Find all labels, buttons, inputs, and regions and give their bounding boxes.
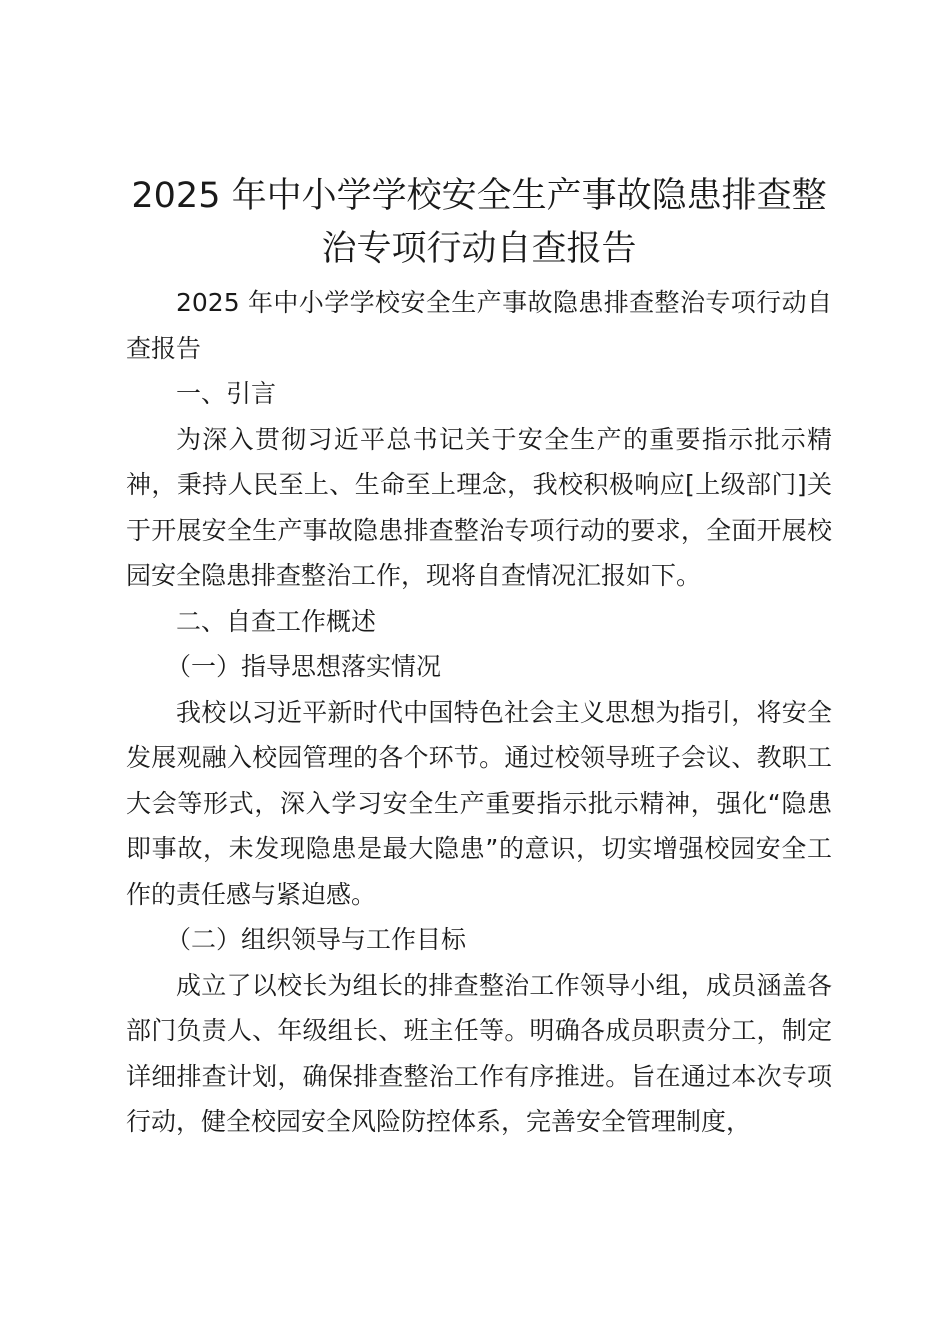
- section-heading-overview: 二、自查工作概述: [176, 606, 377, 636]
- paragraph-leadership: 成立了以校长为组长的排查整治工作领导小组，成员涵盖各部门负责人、年级组长、班主任等。明确各成员职责分工，制定详细排查计划，确保排查整治工作有序推进。旨在通过本次专项行动，健全校园安全风险防控体系，完善安全管理制度，: [126, 970, 832, 1136]
- paragraph-guiding-ideology: 我校以习近平新时代中国特色社会主义思想为指引，将安全发展观融入校园管理的各个环节。通过校领导班子会议、教职工大会等形式，深入学习安全生产重要指示批示精神，强化“隐患即事故，未发现隐患是最大隐患”的意识，切实增强校园安全工作的责任感与紧迫感。: [126, 697, 832, 909]
- subsection-heading-guiding-ideology: （一）指导思想落实情况: [166, 652, 442, 681]
- section-heading-introduction: 一、引言: [176, 379, 277, 408]
- subsection-heading-leadership: （二）组织领导与工作目标: [166, 925, 467, 954]
- document-page: [126, 170, 832, 1145]
- title-block: [126, 170, 832, 276]
- paragraph-repeat-title: 2025 年中小学学校安全生产事故隐患排查整治专项行动自查报告: [126, 288, 832, 363]
- document-title: 2025 年中小学学校安全生产事故隐患排查整治专项行动自查报告: [131, 176, 827, 269]
- paragraph-introduction: 为深入贯彻习近平总书记关于安全生产的重要指示批示精神，秉持人民至上、生命至上理念，我校积极响应[上级部门]关于开展安全生产事故隐患排查整治专项行动的要求，全面开展校园安全隐患排查整治工作，现将自查情况汇报如下。: [126, 424, 832, 590]
